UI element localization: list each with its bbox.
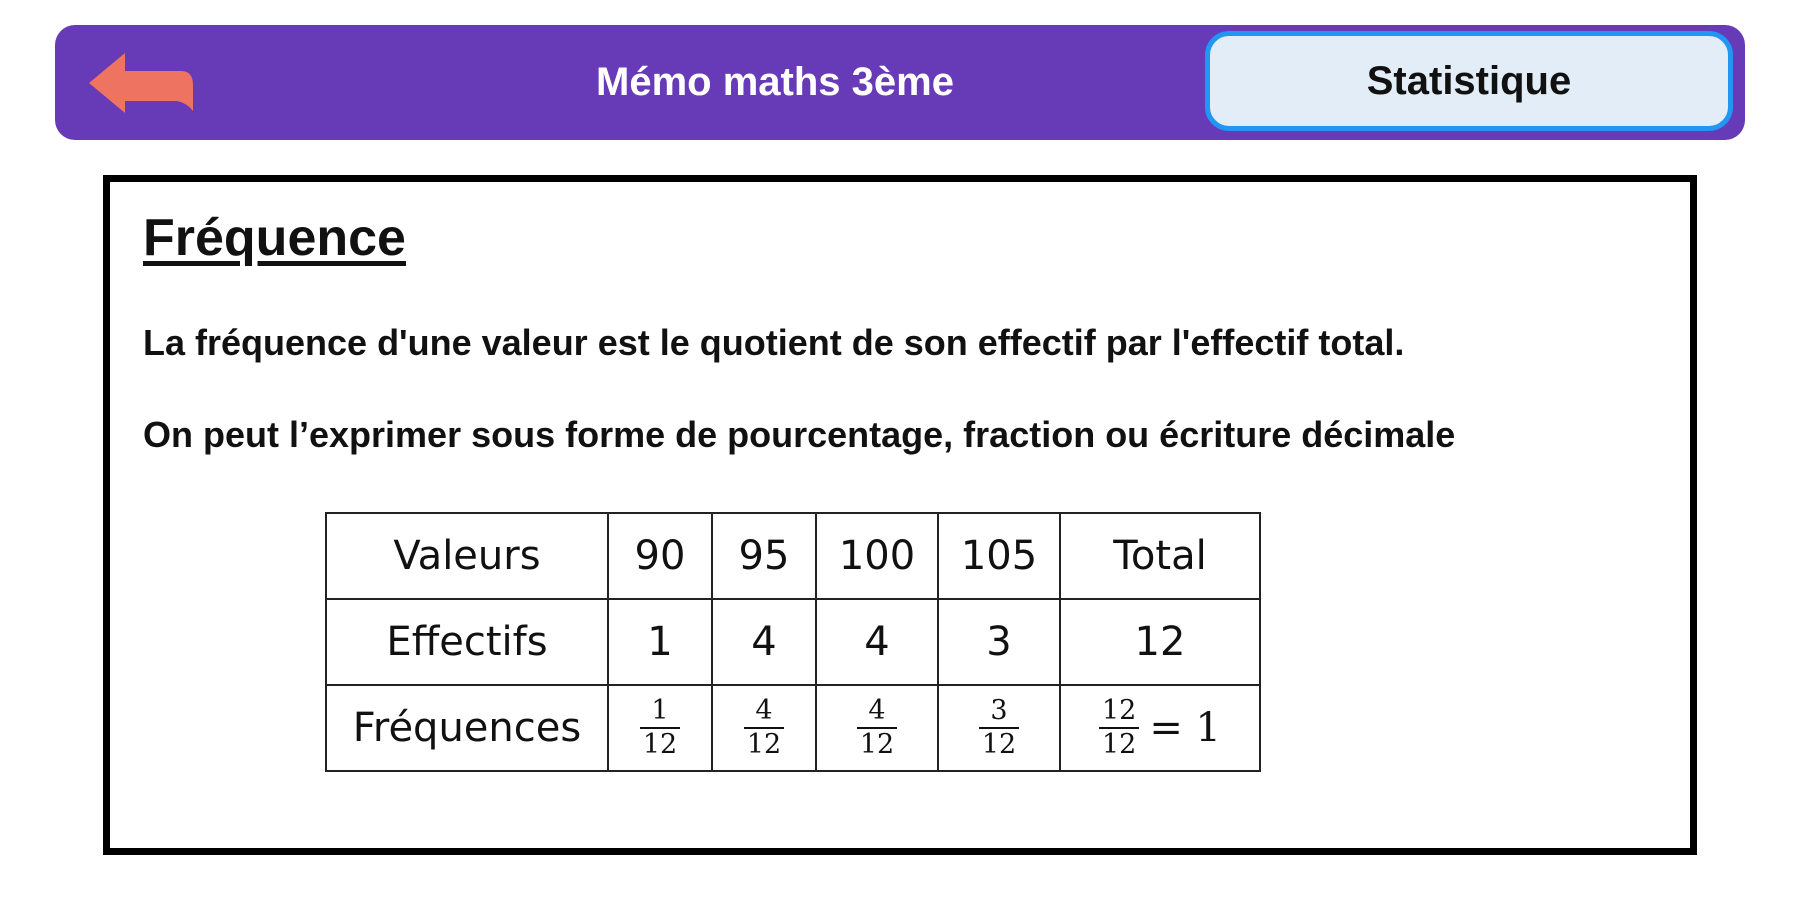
table-cell: 3 [938, 599, 1060, 685]
fraction-numerator: 12 [1099, 697, 1139, 729]
row-label-values: Valeurs [326, 513, 608, 599]
fraction [857, 694, 897, 760]
fraction [640, 694, 680, 760]
definition-paragraph: La fréquence d'une valeur est le quotient de son effectif par l'effectif total. [143, 322, 1405, 363]
fraction-denominator: 12 [859, 729, 895, 760]
table-cell: 100 [816, 513, 938, 599]
table-cell: 90 [608, 513, 712, 599]
app-title: Mémo maths 3ème [596, 60, 954, 104]
table-cell: 4 [816, 599, 938, 685]
fraction-denominator: 12 [746, 729, 782, 760]
fraction-denominator: 12 [981, 729, 1017, 760]
table-cell-total-frequency [1060, 685, 1260, 771]
fraction-denominator: 12 [1101, 729, 1137, 760]
row-label-counts: Effectifs [326, 599, 608, 685]
table-cell: 1 [608, 599, 712, 685]
frequency-table [325, 512, 1261, 772]
fraction-numerator: 3 [979, 697, 1019, 729]
content-card [103, 175, 1697, 855]
equals-one: = 1 [1149, 705, 1222, 751]
table-cell-total-count: 12 [1060, 599, 1260, 685]
fraction-numerator: 4 [744, 697, 784, 729]
header-bar [55, 25, 1745, 140]
card-title: Fréquence [143, 209, 406, 267]
table-row-frequencies [326, 685, 1260, 771]
table-cell: 4 [712, 599, 816, 685]
fraction [1099, 694, 1139, 760]
section-tab-statistique[interactable]: Statistique [1205, 31, 1733, 131]
table-row-counts [326, 599, 1260, 685]
table-row-values [326, 513, 1260, 599]
fraction-numerator: 1 [640, 697, 680, 729]
fraction-numerator: 4 [857, 697, 897, 729]
row-label-frequencies: Fréquences [326, 685, 608, 771]
fraction-denominator: 12 [642, 729, 678, 760]
table-cell-total-header: Total [1060, 513, 1260, 599]
table-cell [608, 685, 712, 771]
table-cell: 105 [938, 513, 1060, 599]
table-cell [712, 685, 816, 771]
expression-paragraph: On peut l’exprimer sous forme de pourcentage, fraction ou écriture décimale [143, 414, 1456, 455]
table-cell: 95 [712, 513, 816, 599]
table-cell [938, 685, 1060, 771]
table-cell [816, 685, 938, 771]
back-button[interactable] [85, 51, 195, 115]
fraction [744, 694, 784, 760]
back-arrow-icon [85, 51, 195, 115]
fraction [979, 694, 1019, 760]
